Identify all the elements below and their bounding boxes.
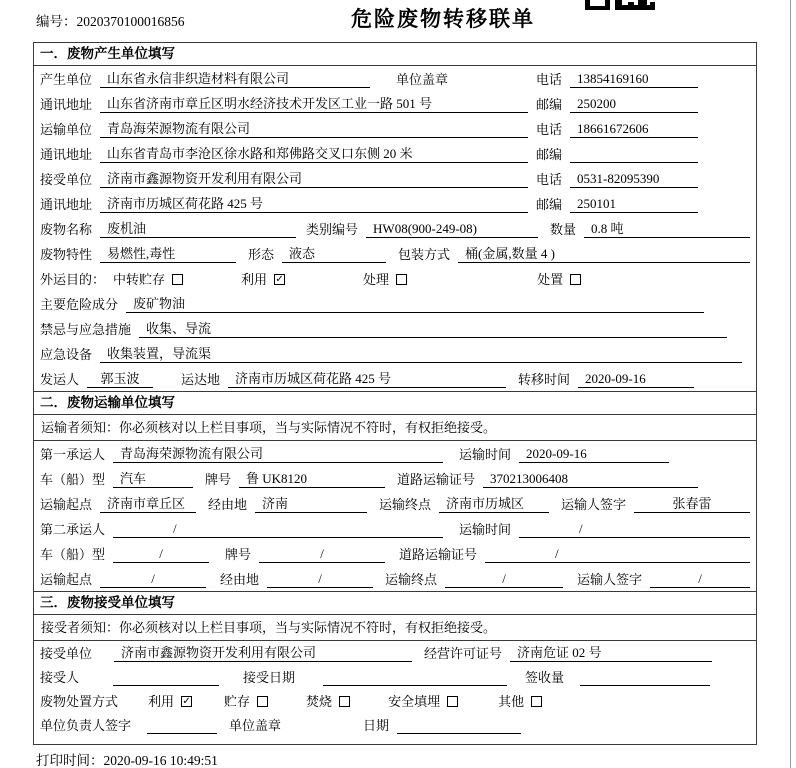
transporter-zip-field — [570, 146, 698, 163]
serial-value: 2020370100016856 — [76, 14, 185, 29]
plate-label: 牌号 — [225, 547, 252, 562]
signature-row — [34, 713, 756, 737]
dispatch-row — [34, 366, 756, 391]
form-label: 形态 — [248, 247, 275, 262]
receiver-label: 接受单位 — [40, 172, 93, 187]
transporter-label: 运输单位 — [40, 122, 93, 137]
producer-row — [34, 66, 756, 91]
packing-field: 桶(金属,数量 4 ) — [458, 243, 750, 263]
section-producer — [34, 43, 756, 391]
producer-value-field: 山东省永信非织造材料有限公司 — [100, 68, 370, 88]
vehicle2-license-field: / — [485, 546, 750, 563]
page-title: 危险废物转移联单 — [351, 8, 535, 31]
emergency-measures-label: 禁忌与应急措施 — [40, 322, 132, 337]
vehicle1-plate-field: 鲁 UK8120 — [239, 468, 385, 488]
disposal-option-use — [148, 691, 192, 710]
phone-label: 电话 — [535, 72, 562, 87]
receiver-address-row — [34, 191, 756, 216]
page-right-edge-divider — [790, 0, 791, 768]
transporter-value-field: 青岛海荣源物流有限公司 — [100, 118, 528, 138]
serial-label: 编号： — [36, 14, 77, 29]
zip-label: 邮编 — [535, 197, 562, 212]
route2-end-field: / — [445, 571, 563, 588]
carrier2-field: / — [113, 521, 443, 538]
producer-phone-field: 13854169160 — [570, 71, 698, 88]
business-license-label: 经营许可证号 — [424, 646, 503, 661]
vehicle1-type-field: 汽车 — [113, 468, 193, 488]
carrier2-row — [34, 516, 756, 541]
checkbox-incineration — [339, 696, 350, 707]
purpose-option-use — [241, 269, 285, 288]
purpose-option-disposal — [537, 269, 581, 288]
route-start-label: 运输起点 — [40, 572, 93, 587]
address-label: 通讯地址 — [40, 197, 93, 212]
section1-title: 一．废物产生单位填写 — [34, 43, 756, 66]
option-label: 利用 — [148, 694, 175, 709]
option-label: 安全填埋 — [388, 694, 441, 709]
accept-date-field — [323, 669, 507, 686]
checkbox-landfill — [447, 696, 458, 707]
disposal-method-row — [34, 689, 756, 713]
route2-start-field: / — [100, 571, 206, 588]
vehicle2-type-field: / — [113, 546, 209, 563]
received-amount-field — [580, 669, 710, 686]
transporter-row — [34, 116, 756, 141]
producer-label: 产生单位 — [40, 72, 93, 87]
receiver-zip-field: 250101 — [570, 196, 698, 213]
form-field: 液态 — [282, 243, 386, 263]
transporter-address-row — [34, 141, 756, 166]
address-label: 通讯地址 — [40, 97, 93, 112]
category-label: 类别编号 — [306, 222, 359, 237]
sign-date-field — [397, 717, 521, 734]
transport-time-label: 运输时间 — [459, 522, 512, 537]
accept-date-label: 接受日期 — [243, 670, 296, 685]
transfer-time-field: 2020-09-16 — [578, 371, 694, 388]
dispatcher-label: 发运人 — [40, 372, 80, 387]
emergency-measures-row — [34, 316, 756, 341]
option-label: 焚烧 — [306, 694, 333, 709]
section-transporter — [34, 391, 756, 591]
receiving-unit-field: 济南市鑫源物资开发利用有限公司 — [114, 642, 412, 662]
section3-notice: 接受者须知：你必须核对以上栏目事项，当与实际情况不符时，有权拒绝接受。 — [34, 615, 756, 641]
receiver-address-field: 济南市历城区荷花路 425 号 — [100, 193, 528, 213]
route-start-label: 运输起点 — [40, 497, 93, 512]
hazard-component-field: 废矿物油 — [126, 293, 704, 313]
carrier1-time-field: 2020-09-16 — [519, 446, 669, 463]
print-time-label: 打印时间： — [36, 753, 104, 768]
emergency-measures-field: 收集、导流 — [139, 318, 727, 338]
received-amount-label: 签收量 — [525, 670, 565, 685]
checkbox-storage — [257, 696, 268, 707]
seal-label: 单位盖章 — [396, 72, 449, 87]
carrier1-row — [34, 441, 756, 466]
route-end-label: 运输终点 — [385, 572, 438, 587]
destination-field: 济南市历城区荷花路 425 号 — [228, 368, 506, 388]
acceptor-label: 接受人 — [40, 670, 80, 685]
section-receiver — [34, 591, 756, 737]
responsible-sign-label: 单位负责人签字 — [40, 718, 132, 733]
via-label: 经由地 — [208, 497, 248, 512]
print-time-line — [36, 749, 218, 768]
business-license-field: 济南危证 02 号 — [510, 642, 712, 662]
vehicle1-row — [34, 466, 756, 491]
option-label: 利用 — [241, 272, 268, 287]
disposal-method-label: 废物处置方式 — [40, 694, 119, 709]
option-label: 其他 — [498, 694, 525, 709]
purpose-option-transfer — [113, 269, 183, 288]
checkbox-transfer-storage — [172, 274, 183, 285]
receiving-unit-row — [34, 641, 756, 665]
seal-label: 单位盖章 — [229, 718, 282, 733]
print-time-value: 2020-09-16 10:49:51 — [103, 753, 218, 768]
zip-label: 邮编 — [535, 97, 562, 112]
quantity-label: 数量 — [550, 222, 577, 237]
disposal-option-other — [498, 691, 542, 710]
section2-notice: 运输者须知：你必须核对以上栏目事项，当与实际情况不符时，有权拒绝接受。 — [34, 415, 756, 441]
packing-label: 包装方式 — [398, 247, 451, 262]
route1-sign-field: 张春雷 — [634, 493, 750, 513]
vehicle2-plate-field: / — [259, 546, 385, 563]
carrier1-label: 第一承运人 — [40, 447, 106, 462]
address-label: 通讯地址 — [40, 147, 93, 162]
disposal-option-landfill — [388, 691, 458, 710]
transfer-time-label: 转移时间 — [518, 372, 571, 387]
route2-sign-field: / — [650, 571, 750, 588]
purpose-row — [34, 266, 756, 291]
section3-title: 三．废物接受单位填写 — [34, 592, 756, 615]
checkbox-use: ✓ — [182, 696, 191, 707]
vehicle-type-label: 车（船）型 — [40, 547, 106, 562]
option-label: 中转贮存 — [113, 272, 166, 287]
receiving-unit-label: 接受单位 — [40, 646, 93, 661]
transport-time-label: 运输时间 — [459, 447, 512, 462]
emergency-equipment-label: 应急设备 — [40, 347, 93, 362]
vehicle1-license-field: 370213006408 — [483, 471, 698, 488]
quantity-field: 0.8 吨 — [584, 218, 750, 238]
road-license-label: 道路运输证号 — [397, 472, 476, 487]
receiver-phone-field: 0531-82095390 — [570, 171, 698, 188]
purpose-option-treatment — [363, 269, 407, 288]
road-license-label: 道路运输证号 — [399, 547, 478, 562]
phone-label: 电话 — [535, 172, 562, 187]
checkbox-use: ✓ — [275, 274, 284, 285]
transporter-sign-label: 运输人签字 — [577, 572, 643, 587]
vehicle2-row — [34, 541, 756, 566]
route2-row — [34, 566, 756, 591]
via-label: 经由地 — [220, 572, 260, 587]
transporter-address-field: 山东省青岛市李沧区徐水路和郑佛路交叉口东侧 20 米 — [100, 143, 528, 163]
route2-via-field: / — [267, 571, 373, 588]
checkbox-disposal — [570, 274, 581, 285]
section2-title: 二．废物运输单位填写 — [34, 392, 756, 415]
emergency-equipment-row — [34, 341, 756, 366]
date-label: 日期 — [363, 718, 390, 733]
vehicle-type-label: 车（船）型 — [40, 472, 106, 487]
carrier2-time-field: / — [519, 521, 750, 538]
manifest-form — [33, 42, 757, 745]
receiver-value-field: 济南市鑫源物资开发利用有限公司 — [100, 168, 528, 188]
route1-row — [34, 491, 756, 516]
carrier1-field: 青岛海荣源物流有限公司 — [113, 443, 443, 463]
acceptor-field — [113, 669, 219, 686]
producer-address-field: 山东省济南市章丘区明水经济技术开发区工业一路 501 号 — [100, 93, 528, 113]
option-label: 处理 — [363, 272, 390, 287]
dispatcher-field: 郭玉波 — [87, 368, 153, 388]
waste-property-field: 易燃性,毒性 — [100, 243, 236, 263]
zip-label: 邮编 — [535, 147, 562, 162]
waste-property-label: 废物特性 — [40, 247, 93, 262]
disposal-option-incineration — [306, 691, 350, 710]
disposal-option-storage — [224, 691, 268, 710]
producer-zip-field: 250200 — [570, 96, 698, 113]
transporter-sign-label: 运输人签字 — [561, 497, 627, 512]
option-label: 贮存 — [224, 694, 251, 709]
receiver-row — [34, 166, 756, 191]
waste-name-field: 废机油 — [100, 218, 296, 238]
waste-name-row — [34, 216, 756, 241]
transporter-phone-field: 18661672606 — [570, 121, 698, 138]
qr-code-fragment-icon — [585, 0, 655, 10]
phone-label: 电话 — [535, 122, 562, 137]
hazard-component-label: 主要危险成分 — [40, 297, 119, 312]
checkbox-treatment — [396, 274, 407, 285]
category-field: HW08(900-249-08) — [366, 221, 538, 238]
option-label: 处置 — [537, 272, 564, 287]
responsible-sign-field — [147, 717, 217, 734]
hazard-component-row — [34, 291, 756, 316]
emergency-equipment-field: 收集装置，导流渠 — [100, 343, 742, 363]
route1-end-field: 济南市历城区 — [439, 493, 549, 513]
route1-start-field: 济南市章丘区 — [100, 493, 196, 513]
waste-name-label: 废物名称 — [40, 222, 93, 237]
destination-label: 运达地 — [181, 372, 221, 387]
route1-via-field: 济南 — [255, 493, 367, 513]
acceptor-row — [34, 665, 756, 689]
plate-label: 牌号 — [205, 472, 232, 487]
waste-property-row — [34, 241, 756, 266]
route-end-label: 运输终点 — [379, 497, 432, 512]
purpose-label: 外运目的： — [40, 272, 106, 287]
carrier2-label: 第二承运人 — [40, 522, 106, 537]
producer-address-row — [34, 91, 756, 116]
checkbox-other — [531, 696, 542, 707]
